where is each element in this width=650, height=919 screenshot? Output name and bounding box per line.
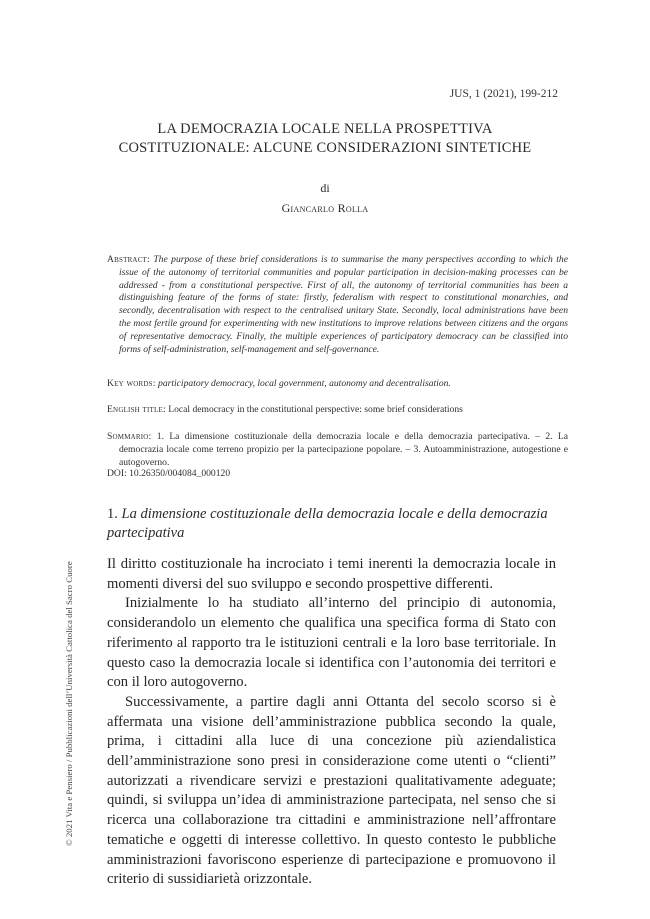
english-title — [107, 404, 556, 417]
english-title-text: Local democracy in the constitutional perspective: some brief considerations — [168, 404, 463, 415]
article-title-line-2: COSTITUZIONALE: ALCUNE CONSIDERAZIONI SINTETICHE — [118, 140, 532, 156]
english-title-label: English title: — [107, 404, 166, 415]
article-title-line-1: LA DEMOCRAZIA LOCALE NELLA PROSPETTIVA — [157, 121, 493, 137]
keywords-text: participatory democracy, local government, autonomy and decentralisation. — [158, 378, 451, 389]
author-name: Giancarlo Rolla — [281, 201, 369, 215]
summary-label: Sommario: — [107, 431, 152, 442]
paragraph-2: Inizialmente lo ha studiato all’interno del principio di autonomia, considerandolo un elemento che qualifica una specifica forma di Stato con riferimento al rapporto tra le istituzioni centrali e la loro base territoriale. In questo caso la democrazia locale si identifica con l’autonomia dei territori e con il loro autogoverno. — [107, 595, 556, 691]
doi[interactable]: DOI: 10.26350/004084_000120 — [107, 468, 231, 479]
paragraph-1: Il diritto costituzionale ha incrociato i temi inerenti la democrazia locale in momenti diversi del suo sviluppo e secondo prospettive differenti. — [107, 556, 556, 592]
section-heading — [107, 505, 556, 543]
paragraph-3: Successivamente, a partire dagli anni Ottanta del secolo scorso si è affermata una visione dell’amministrazione pubblica secondo la quale, prima, i cittadini alla luce di una concezione più aziendalistica dell’amministrazione sono presi in considerazione come utenti o “clienti” autorizzati a rivendicare servizi e prestazioni qualitativamente adeguate; quindi, si sviluppa un’idea di amministrazione partecipata, nel senso che si ricerca una collaborazione tra cittadini e amministrazione nell’affrontare tematiche e oggetti di interesse collettivo. In questo contesto le pubbliche amministrazioni favoriscono esperienze di partecipazione e promuovono il criterio di sussidiarietà orizzontale. — [107, 693, 556, 888]
keywords — [107, 378, 556, 391]
summary — [107, 431, 568, 469]
journal-reference: JUS, 1 (2021), 199-212 — [449, 88, 558, 100]
copyright-side-note: © 2021 Vita e Pensiero / Pubblicazioni dell’Università Cattolica del Sacro Cuore — [64, 561, 74, 846]
summary-text: 1. La dimensione costituzionale della democrazia locale e della democrazia partecipativa. – 2. La democrazia locale come terreno propizio per la partecipazione popolare. – 3. Autoamministrazione, autogestione e autogoverno. — [119, 431, 568, 468]
keywords-label: Key words: — [107, 378, 156, 389]
abstract-label: Abstract: — [107, 254, 150, 265]
body-text — [107, 555, 556, 890]
byline-di: di — [320, 181, 330, 195]
abstract — [107, 254, 568, 356]
article-title — [0, 120, 650, 158]
abstract-text: The purpose of these brief considerations is to summarise the many perspectives according to which the issue of the autonomy of territorial communities and popular participation in decision-making processes can be addressed - from a constitutional perspective. First of all, the autonomy of territorial communities has been a distinguishing feature of the forms of state: firstly, federalism with respect to constitutional monarchies, and secondly, decentralisation with respect to the centralised unitary State. Secondly, local administrations have been the most fertile ground for experimenting with new institutions to improve relations between citizens and the organs of representative democracy. Finally, the multiple experiences of participatory democracy can be classified into forms of self-administration, self-management and self-governance. — [119, 254, 568, 355]
section-number: 1. — [107, 506, 118, 522]
section-title: La dimensione costituzionale della democrazia locale e della democrazia partecipativa — [107, 506, 548, 541]
